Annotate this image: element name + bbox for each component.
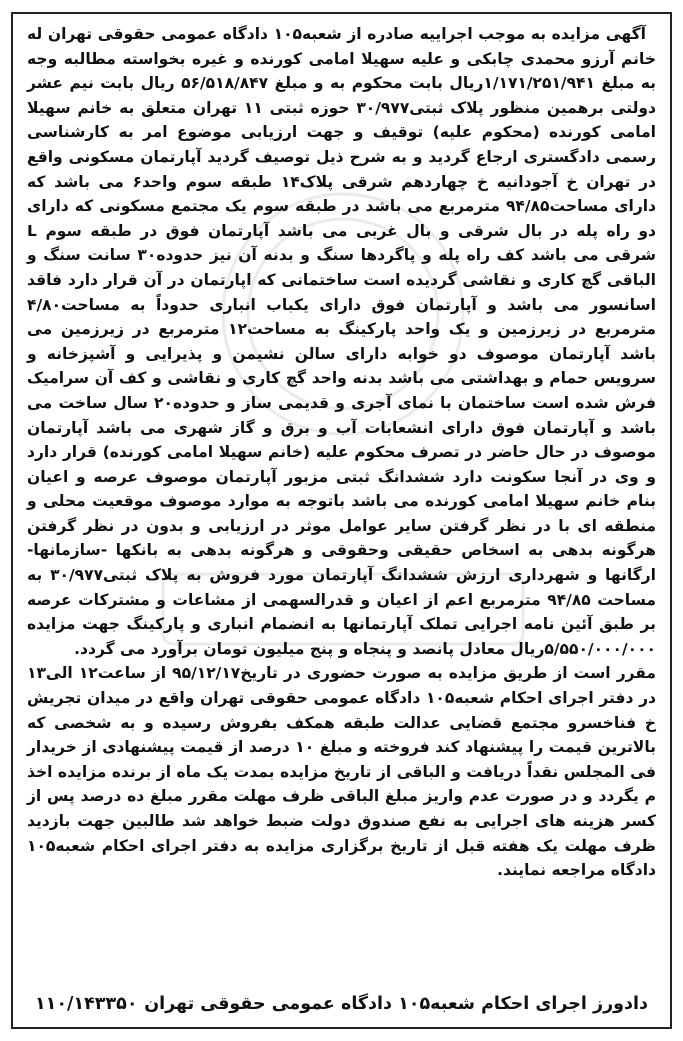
- reference-number: ۱۱۰/۱۴۳۳۵۰: [35, 994, 138, 1014]
- notice-body: [27, 22, 656, 883]
- auction-notice: [11, 12, 672, 1029]
- notice-paragraph-auction-details: آگهی مزایده به موجب اجراییه صادره از شعبه۱۰۵ دادگاه عمومی حقوقی تهران له خانم آرزو محمدی چابکی و علیه سهیلا امامی کورنده و غیره بخواسته مطالبه وجه به مبلغ ۱/۱۷۱/۲۵۱/۹۴۱ریال بابت محکوم به و مبلغ ۵۶/۵۱۸/۸۴۷ ریال بابت نیم عشر دولتی برهمین منظور پلاک ثبتی۳۰/۹۷۷ حوزه ثبتی ۱۱ تهران متعلق به خانم سهیلا امامی کورنده (محکوم علیه) توقیف و جهت ارزیابی موضوع امر به کارشناسی رسمی دادگستری ارجاع گردید و به شرح ذیل توصیف گردید آپارتمان مسکونی واقع در تهران خ آجودانیه خ چهاردهم شرقی پلاک۱۴ طبقه سوم واحد۶ می باشد که دارای مساحت۹۴/۸۵ مترمربع می باشد در طبقه سوم یک مجتمع مسکونی که دارای دو راه پله در بال شرقی و بال غربی می باشد آپارتمان فوق در طبقه سوم L شرقی می باشد کف راه پله و پاگردها سنگ و بدنه آن نیز حدوده۳۰ سانت سنگ و الباقی گچ کاری و نقاشی گردیده است ساختمانی که اپارتمان در آن قرار دارد فاقد اسانسور می باشد و آپارتمان فوق دارای یکباب انباری حدوداً به مساحت۴/۸۰ مترمربع در زیرزمین و یک واحد پارکینگ به مساحت۱۲ مترمربع در زیرزمین می باشد آپارتمان موصوف دو خوابه دارای سالن نشیمن و پذیرایی و آشپزخانه و سرویس حمام و بهداشتی می باشد بدنه واحد گچ کاری و نقاشی و کف آن سرامیک فرش شده است ساختمان با نمای آجری و قدیمی ساز و حدوده۲۰ سال ساخت می باشد و آپارتمان فوق دارای انشعابات آب و برق و گاز شهری می باشد آپارتمان موصوف در حال حاضر در تصرف محکوم علیه (خانم سهیلا امامی کورنده) قرار دارد و وی در آنجا سکونت دارد ششدانگ ثبتی مزبور آپارتمان موصوف عرصه و اعیان بنام خانم سهیلا امامی کورنده می باشد باتوجه به موارد موصوف موقعیت محلی و منطقه ای با در نظر گرفتن سایر عوامل موثر در ارزیابی و بدون در نظر گرفتن هرگونه بدهی به اسخاص حقیقی وحقوقی و هرگونه بدهی به بانکها -سازمانها- ارگانها و شهرداری ارزش ششدانگ آپارتمان مورد فروش به پلاک ثبتی۳۰/۹۷۷ به مساحت ۹۴/۸۵ مترمربع اعم از اعیان و قدرالسهمی از مشاعات و مشترکات عرصه بر طبق آئین نامه اجرایی تملک آپارتمانها به انضمام انباری و پارکینگ جهت مزایده ۵/۵۵۰/۰۰۰/۰۰۰ریال معادل پانصد و پنجاه و پنج میلیون تومان برآورد می گردد.: [27, 25, 657, 658]
- signature-line: دادورز اجرای احکام شعبه۱۰۵ دادگاه عمومی حقوقی تهران: [144, 994, 648, 1014]
- notice-footer: [35, 989, 648, 1019]
- notice-paragraph-auction-terms: مقرر است از طریق مزایده به صورت حضوری در تاریخ۹۵/۱۲/۱۷ از ساعت۱۲ الی۱۳ در دفتر اجرای احکام شعبه۱۰۵ دادگاه عمومی حقوقی تهران واقع در میدان تجریش خ فناخسرو مجتمع قضایی عدالت طبقه همکف بفروش رسیده و به شخصی که بالاترین قیمت را پیشنهاد کند فروخته و مبلغ ۱۰ درصد از قیمت پیشنهادی از خریدار فی المجلس نقداً دریافت و الباقی از تاریخ مزایده بمدت یک ماه از برنده مزایده اخذ م یگردد و در صورت عدم واریز مبلغ الباقی ظرف مهلت مقرر مبلغ ده درصد پس از کسر هزینه های اجرایی به نفع صندوق دولت ضبط خواهد شد طالبین جهت بازدید ظرف مهلت یک هفته قبل از تاریخ برگزاری مزایده به دفتر اجرای احکام شعبه۱۰۵ دادگاه مراجعه نمایند.: [27, 664, 657, 880]
